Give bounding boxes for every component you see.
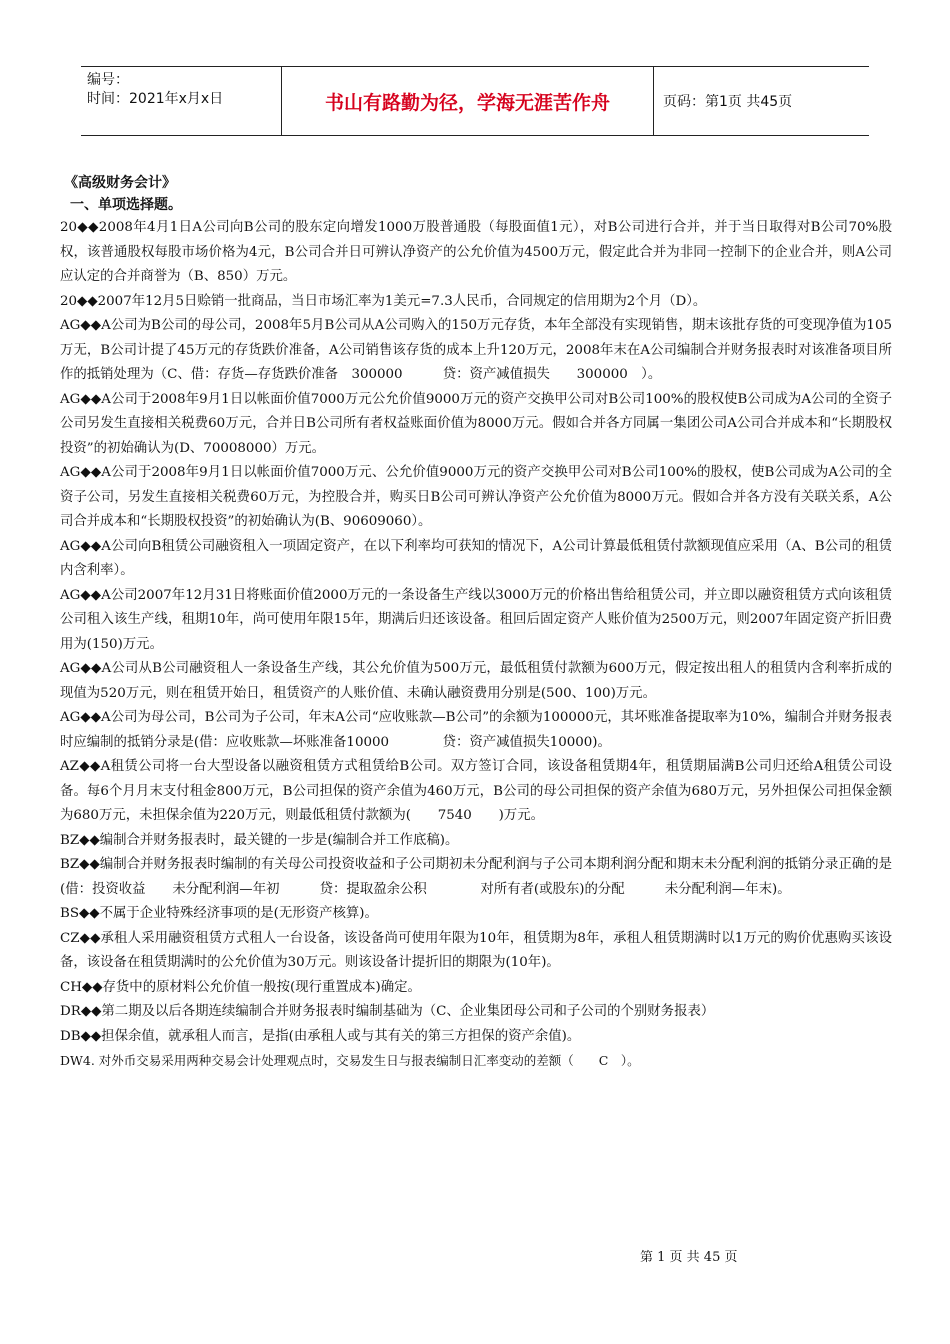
question-item: AG◆◆A公司向B租赁公司融资租入一项固定资产，在以下利率均可获知的情况下，A公司计算最低租赁付款额现值应采用（A、B公司的租赁内含利率）。 (60, 538, 892, 578)
question-item: AG◆◆A公司于2008年9月1日以帐面价值7000万元公允价值9000万元的资产交换甲公司对B公司100%的股权使B公司成为A公司的全资子公司另发生直接相关税费60万元，合并日B公司所有者权益账面价值为8000万元。假如合并各方同属一集团公司A公司合并成本和“长期股权投资”的初始确认为(D、70008000）万元。 (60, 391, 892, 456)
question-item: AG◆◆A公司于2008年9月1日以帐面价值7000万元、公允价值9000万元的资产交换甲公司对B公司100%的股权，使B公司成为A公司的全资子公司，另发生直接相关税费60万元，为控股合并，购买日B公司可辨认净资产公允价值为8000万元。假如合并各方没有关联关系，A公司合并成本和“长期股权投资”的初始确认为(B、90609060）。 (60, 465, 892, 529)
question-item: 20◆◆2007年12月5日赊销一批商品，当日市场汇率为1美元=7.3人民币，合同规定的信用期为2个月（D）。 (60, 293, 707, 309)
time-label: 时间：2021年x月x日 (87, 91, 224, 107)
question-item: 20◆◆2008年4月1日A公司向B公司的股东定向增发1000万股普通股（每股面值1元），对B公司进行合并，并于当日取得对B公司70%股权，该普通股权每股市场价格为4元，B公司合并日可辨认净资产的公允价值为4500万元，假定此合并为非同一控制下的企业合并，则A公司应认定的合并商誉为（B、850）万元。 (60, 220, 892, 284)
document-body (60, 172, 892, 1074)
question-item: DB◆◆担保余值，就承租人而言，是指(由承租人或与其有关的第三方担保的资产余值)。 (60, 1028, 581, 1044)
header-table (81, 66, 869, 136)
question-item: BS◆◆不属于企业特殊经济事项的是(无形资产核算)。 (60, 906, 378, 921)
question-item: AZ◆◆A租赁公司将一台大型设备以融资租赁方式租赁给B公司。双方签订合同，该设备租赁期4年，租赁期届满B公司归还给A租赁公司设备。每6个月月末支付租金800万元，B公司担保的资产余值为460万元，B公司的母公司担保的资产余值为680万元，另外担保公司担保金额为680万元，未担保余值为220万元，则最低租赁付款额为( 7540 )万元。 (60, 759, 892, 823)
section-heading: 一、单项选择题。 (70, 197, 182, 213)
question-item: AG◆◆A公司2007年12月31日将账面价值2000万元的一条设备生产线以3000万元的价格出售给租赁公司，并立即以融资租赁方式向该租赁公司租入该生产线，租期10年，尚可使用年限15年，期满后归还该设备。租回后固定资产人账价值为2500万元，则2007年固定资产折旧费用为(150)万元。 (60, 587, 892, 652)
question-item: CZ◆◆承租人采用融资租赁方式租人一台设备，该设备尚可使用年限为10年，租赁期为8年，承租人租赁期满时以1万元的购价优惠购买该设备，该设备在租赁期满时的公允价值为30万元。则该设备计提折旧的期限为(10年)。 (60, 930, 892, 970)
question-item: AG◆◆A公司为B公司的母公司，2008年5月B公司从A公司购入的150万元存货，本年全部没有实现销售，期末该批存货的可变现净值为105万无，B公司计提了45万元的存货跌价准备，A公司销售该存货的成本上升120万元，2008年末在A公司编制合并财务报表时对该准备项目所作的抵销处理为（C、借：存货—存货跌价准备 300000 贷：资产减值损失 300000 ）。 (60, 318, 892, 382)
question-item: DR◆◆第二期及以后各期连续编制合并财务报表时编制基础为（C、企业集团母公司和子公司的个别财务报表） (60, 1004, 715, 1019)
question-item: CH◆◆存货中的原材料公允价值一般按(现行重置成本)确定。 (60, 979, 421, 995)
question-item: BZ◆◆编制合并财务报表时，最关键的一步是(编制合并工作底稿)。 (60, 832, 459, 848)
question-item: DW4. 对外币交易采用两种交易会计处理观点时，交易发生日与报表编制日汇率变动的差额（ C ）。 (60, 1053, 640, 1068)
question-item: AG◆◆A公司从B公司融资租人一条设备生产线，其公允价值为500万元，最低租赁付款额为600万元，假定按出租人的租赁内含利率折成的现值为520万元，则在租赁开始日，租赁资产的人账价值、未确认融资费用分别是(500、100)万元。 (60, 661, 892, 701)
page-footer: 第 1 页 共 45 页 (640, 1250, 738, 1265)
question-item: BZ◆◆编制合并财务报表时编制的有关母公司投资收益和子公司期初未分配利润与子公司本期利润分配和期末未分配利润的抵销分录正确的是(借：投资收益 未分配利润—年初 贷：提取盈余公积 对所有者(或股东)的分配 未分配利润—年末)。 (60, 857, 892, 897)
header-info-cell (81, 67, 281, 135)
question-item: AG◆◆A公司为母公司，B公司为子公司，年末A公司“应收账款—B公司”的余额为100000元，其坏账准备提取率为10%，编制合并财务报表时应编制的抵销分录是(借：应收账款—坏账准备10000 贷：资产减值损失10000)。 (60, 710, 892, 750)
document-title: 《高级财务会计》 (64, 175, 176, 191)
motto: 书山有路勤为径，学海无涯苦作舟 (281, 67, 654, 135)
page-label: 页码：第1页 共45页 (663, 94, 793, 110)
code-label: 编号： (87, 72, 129, 88)
